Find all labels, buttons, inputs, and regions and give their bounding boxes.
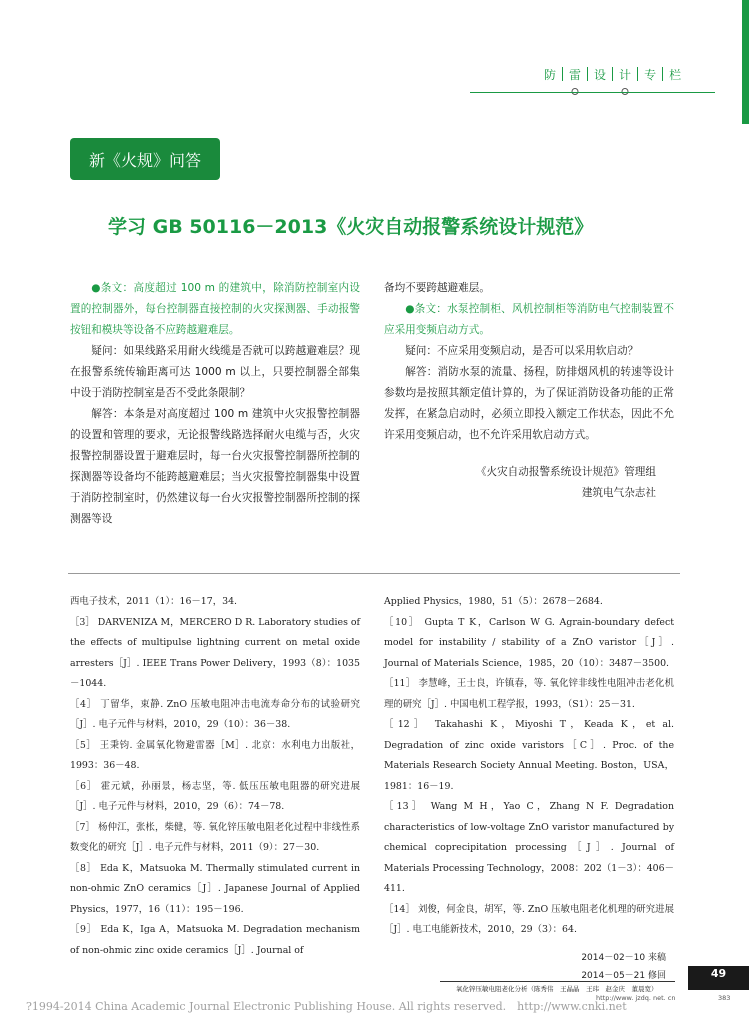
article-title: 学习 GB 50116－2013《火灾自动报警系统设计规范》 [108, 216, 594, 238]
reference-item: ［14］ 刘俊，何金良，胡军，等. ZnO 压敏电阻老化机理的研究进展［J］. 电工电能新技术，2010，29（3）：64. [384, 903, 674, 935]
footer-serial: 383 [718, 994, 731, 1002]
copyright-watermark: ?1994-2014 China Academic Journal Electronic Publishing House. All rights reserved. http://www.cnki.net [26, 1000, 627, 1013]
header-rule [470, 92, 715, 93]
question-text: 疑问：如果线路采用耐火线缆是否就可以跨越避难层？现在报警系统传输距离可达 1000 m 以上，只要控制器全部集中设于消防控制室是否不受此条限制？ [70, 345, 360, 399]
clause-text: ●条文：水泵控制柜、风机控制柜等消防电气控制装置不应采用变频启动方式。 [384, 303, 674, 336]
references-right [384, 592, 674, 985]
column-char: 专 [644, 67, 657, 82]
reference-item: ［12］ Takahashi K，Miyoshi T，Keada K，et al. Degradation of zinc oxide varistors［C］. Proc. of the Materials Research Society Annual Meeting. Boston，USA，1981：16－19. [384, 719, 674, 792]
reference-item: ［6］ 霍元斌，孙丽景，杨志坚，等. 低压压敏电阻器的研究进展［J］. 电子元件与材料，2010，29（6）：74－78. [70, 780, 360, 812]
reference-item: ［9］ Eda K，Iga A，Matsuoka M. Degradation mechanism of non-ohmic zinc oxide ceramics［J］. Journal of [70, 924, 360, 956]
reference-item: ［10］ Gupta T K，Carlson W G. Agrain-boundary defect model for instability / stability of a ZnO varistor［J］. Journal of Materials Science，1985，20（10）：3487－3500. [384, 616, 674, 669]
page-number: 49 [688, 966, 749, 990]
question-text: 疑问：不应采用变频启动，是否可以采用软启动？ [405, 345, 639, 357]
column-char: 设 [594, 67, 607, 82]
reference-item: Applied Physics，1980，51（5）：2678－2684. [384, 596, 603, 607]
footer-article: 氧化锌压敏电阻老化分析（陈秀伟 王晶晶 王玮 赵金庆 董晨宽） [456, 985, 658, 993]
section-divider [68, 573, 680, 574]
column-char: 栏 [669, 67, 682, 82]
reference-item: ［7］ 杨仲江，张枨，柴健，等. 氧化锌压敏电阻老化过程中非线性系数变化的研究［J］. 电子元件与材料，2011（9）：27－30. [70, 821, 360, 853]
section-badge: 新《火规》问答 [70, 138, 220, 180]
revised-date: 2014－05－21 修回 [581, 970, 666, 981]
signature-publisher: 建筑电气杂志社 [581, 487, 656, 499]
body-column-right [384, 278, 674, 504]
received-date: 2014－02－10 来稿 [581, 952, 666, 963]
dot-icon [622, 88, 629, 95]
footer-url[interactable]: http://www. jzdq. net. cn [596, 994, 676, 1002]
reference-item: ［3］ DARVENIZA M，MERCERO D R. Laboratory studies of the effects of multipulse lightning current on metal oxide arresters［J］. IEEE Trans Power Delivery，1993（8）：1035－1044. [70, 616, 360, 689]
reference-item: ［8］ Eda K，Matsuoka M. Thermally stimulated current in non-ohmic ZnO ceramics［J］. Japanese Journal of Applied Physics，1977，16（11）：195－196. [70, 862, 360, 915]
answer-continued: 备均不要跨越避难层。 [384, 282, 490, 294]
reference-item: ［4］ 丁留华，束静. ZnO 压敏电阻冲击电流寿命分布的试验研究［J］. 电子元件与材料，2010，29（10）：36－38. [70, 698, 360, 730]
body-column-left [70, 278, 360, 530]
dot-icon [572, 88, 579, 95]
reference-item: 西电子技术，2011（1）：16－17，34. [70, 596, 238, 607]
signature-group: 《火灾自动报警系统设计规范》管理组 [475, 466, 656, 478]
answer-text: 解答：消防水泵的流量、扬程，防排烟风机的转速等设计参数均是按照其额定值计算的，为了保证消防设备功能的正常发挥，在紧急启动时，必须立即投入额定工作状态，因此不允许采用变频启动，也不允许采用软启动方式。 [384, 366, 674, 441]
reference-item: ［13］ Wang M H，Yao C，Zhang N F. Degradation characteristics of low-voltage ZnO varistor manufactured by chemical coprecipitation processing［J］. Journal of Materials Processing Technology，2008：202（1－3）：406－411. [384, 801, 674, 894]
clause-text: ●条文：高度超过 100 m 的建筑中，除消防控制室内设置的控制器外，每台控制器直接控制的火灾探测器、手动报警按钮和模块等设备不应跨越避难层。 [70, 282, 360, 336]
reference-item: ［11］ 李慧峰，王士良，许镇春，等. 氧化锌非线性电阻冲击老化机理的研究［J］. 中国电机工程学报，1993，（S1）：25－31. [384, 678, 674, 710]
answer-text: 解答：本条是对高度超过 100 m 建筑中火灾报警控制器的设置和管理的要求，无论报警线路选择耐火电缆与否，火灾报警控制器设置于避难层时，每一台火灾报警控制器所控制的探测器等设备均不能跨越避难层；当火灾报警控制器集中设置于消防控制室时，仍然建议每一台火灾报警控制器所控制的探测器等设 [70, 408, 360, 525]
reference-item: ［5］ 王秉钧. 金属氧化物避雷器［M］. 北京：水利电力出版社，1993：36－48. [70, 739, 360, 771]
references-left [70, 592, 360, 961]
column-label [538, 64, 687, 84]
footer-rule [440, 981, 675, 982]
edge-color-bar [742, 0, 749, 124]
column-char: 雷 [563, 66, 587, 83]
column-char: 计 [613, 66, 637, 83]
column-char: 防 [544, 67, 557, 82]
